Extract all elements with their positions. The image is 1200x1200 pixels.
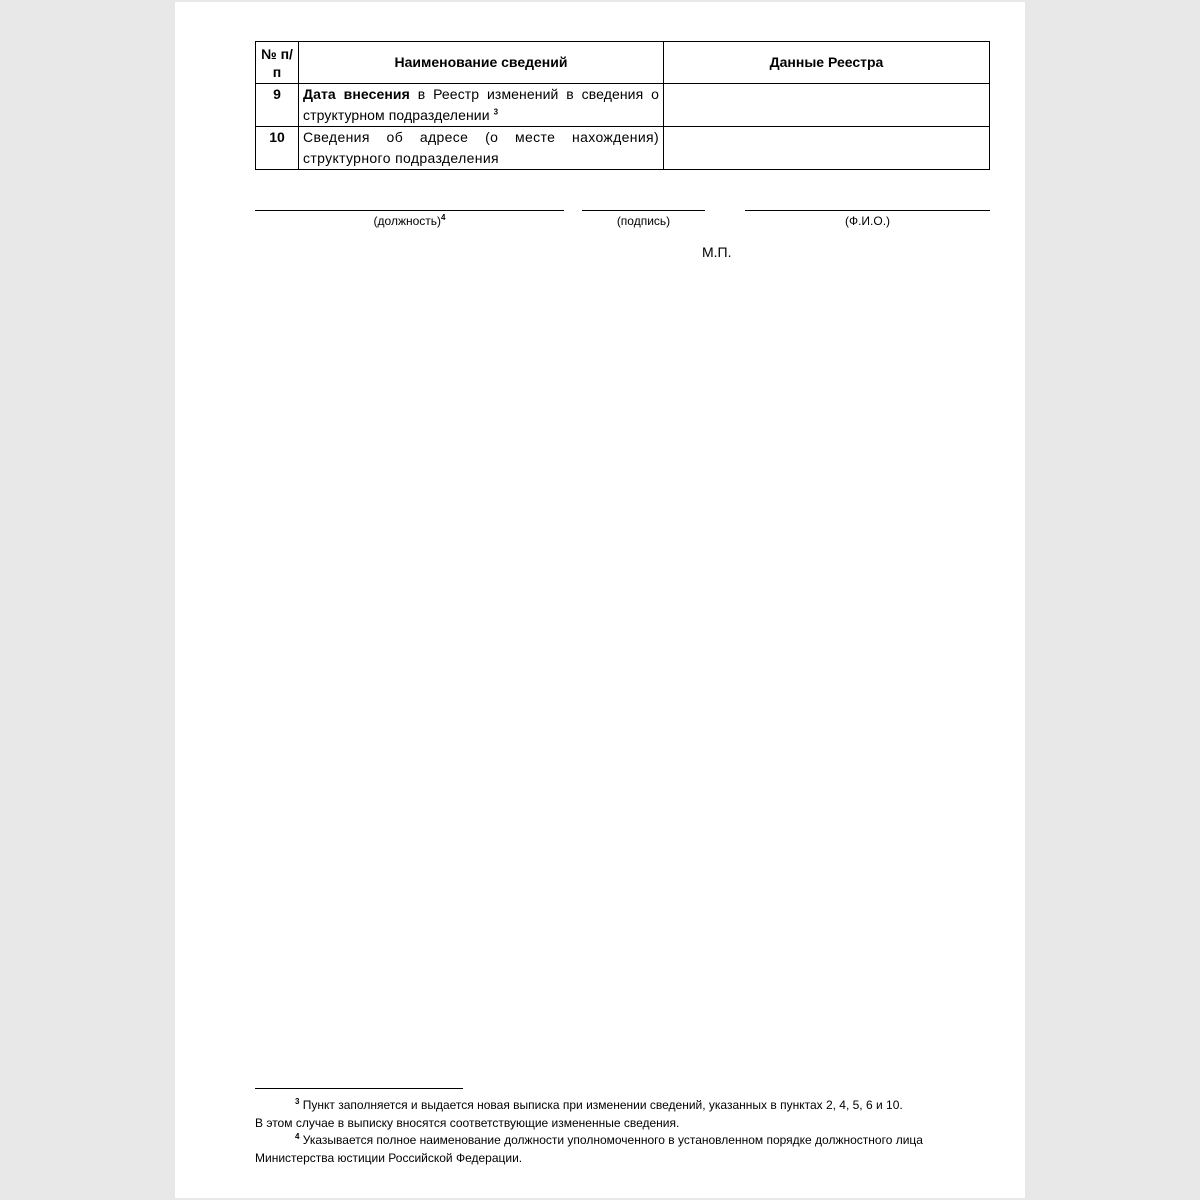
registry-table <box>255 41 990 170</box>
footnotes <box>255 1097 990 1167</box>
row-name-text: в Реестр изменений в сведения о структурном подразделении <box>303 86 659 123</box>
header-number: № п/п <box>256 42 299 84</box>
footnote-3: $^3$ Пункт заполняется и выдается новая выписка при изменении сведений, указанных в пунктах 2, 4, 5, 6 и 10. <box>295 1097 903 1112</box>
footnote-4-cont: Министерства юстиции Российской Федерации. <box>255 1150 523 1165</box>
row-value <box>664 84 990 127</box>
document-page <box>175 2 1025 1198</box>
footnote-ref[interactable]: 3 <box>493 107 499 117</box>
name-label: (Ф.И.О.) <box>844 214 891 228</box>
name-line <box>745 210 990 211</box>
footnote-3-cont: В этом случае в выписку вносятся соответствующие измененные сведения. <box>255 1115 680 1130</box>
row-name <box>299 127 664 170</box>
stamp-label: М.П. <box>702 244 732 260</box>
position-line <box>255 210 564 211</box>
position-label: (должность)$^4$ <box>373 213 446 228</box>
table-header-row <box>256 42 990 84</box>
table-row <box>256 127 990 170</box>
table-row <box>256 84 990 127</box>
row-name <box>299 84 664 127</box>
row-number: 10 <box>256 127 299 170</box>
footnote-4: $^4$ Указывается полное наименование должности уполномоченного в установленном порядке должностного лица <box>295 1132 923 1147</box>
row-number: 9 <box>256 84 299 127</box>
row-value <box>664 127 990 170</box>
footnote-ref[interactable]: 4 <box>441 213 446 222</box>
header-name: Наименование сведений <box>299 42 664 84</box>
row-name-text: Сведения об адресе (о месте нахождения) структурного подразделения <box>303 129 659 166</box>
signature-label: (подпись) <box>616 214 671 228</box>
header-data: Данные Реестра <box>664 42 990 84</box>
row-name-bold: Дата внесения <box>303 86 410 102</box>
footnote-separator <box>255 1088 463 1089</box>
signature-line <box>582 210 705 211</box>
